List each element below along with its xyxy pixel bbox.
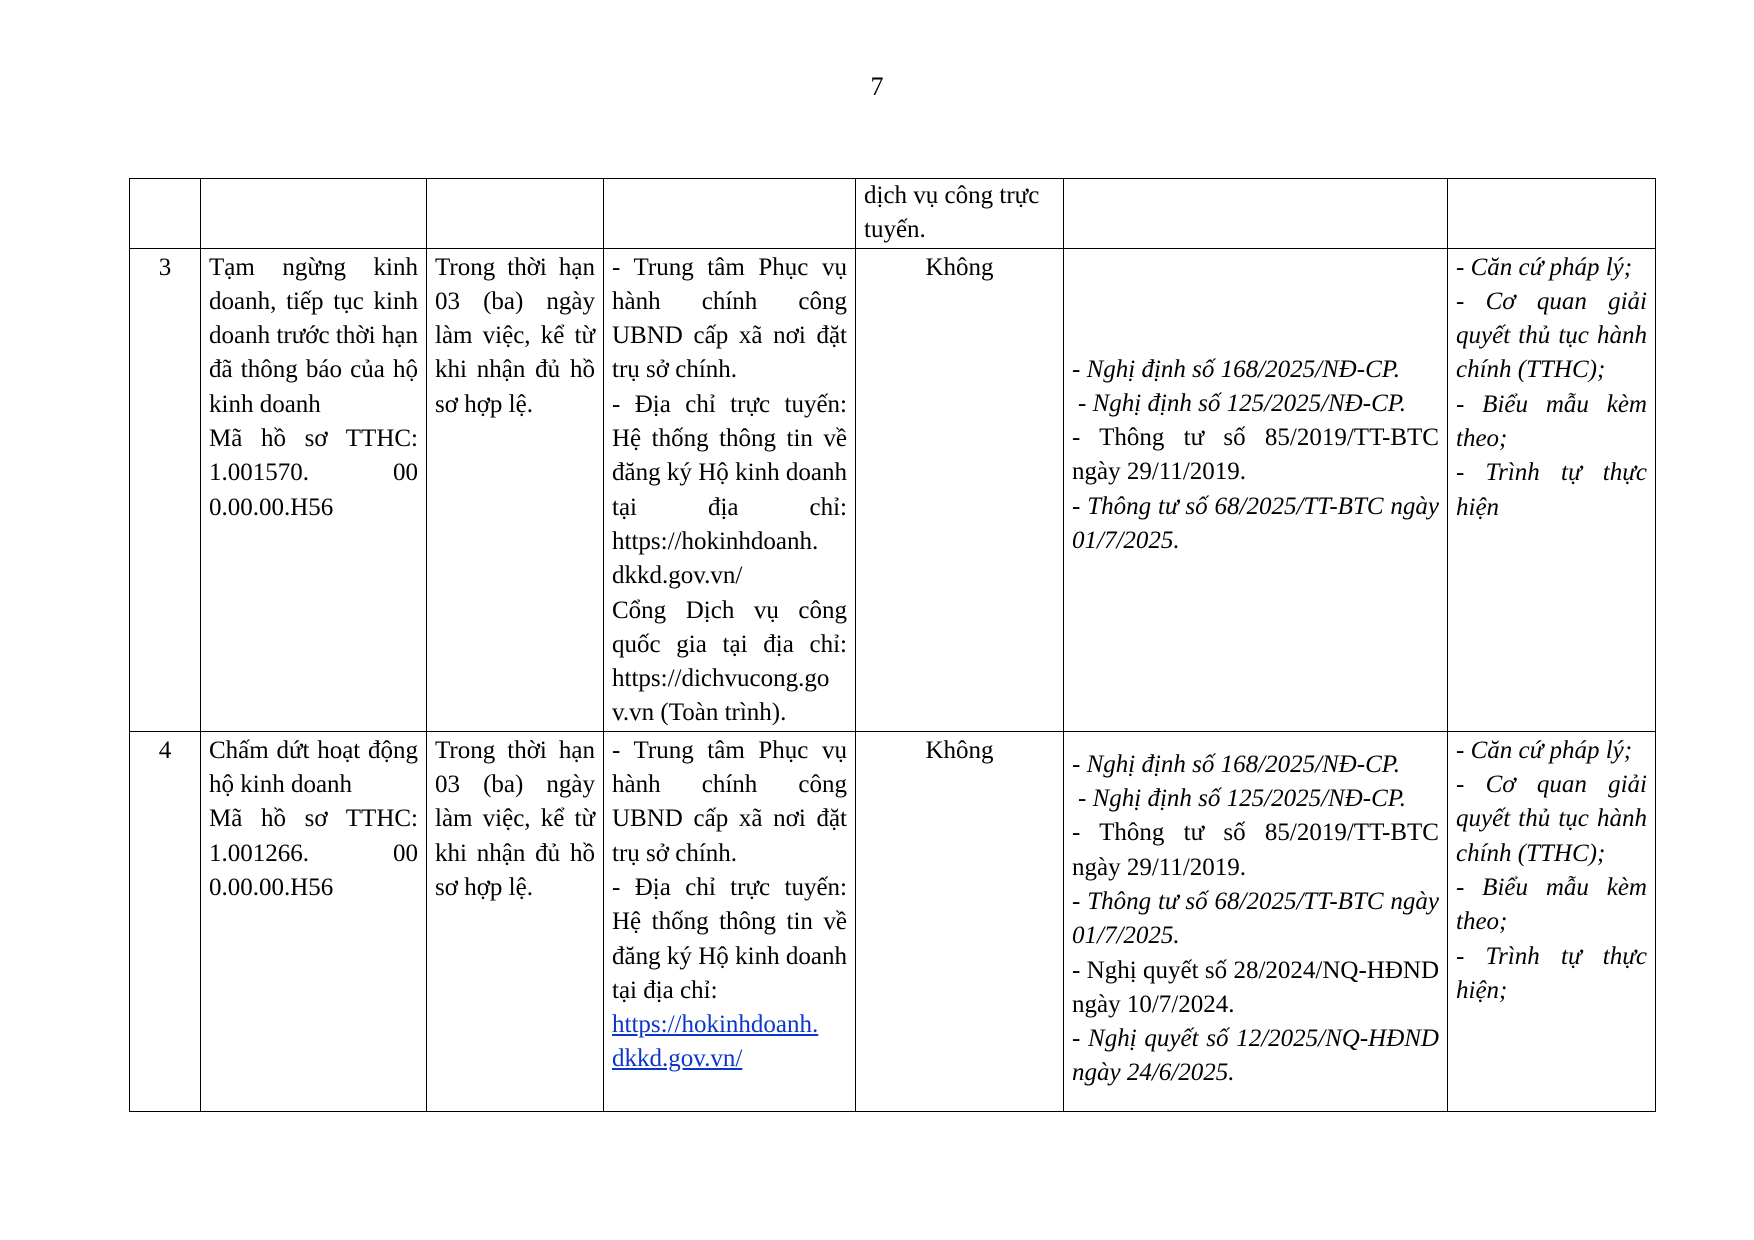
cell-method (856, 179, 1064, 249)
note-item: - Cơ quan giải quyết thủ tục hành chính (TTHC); (1456, 771, 1647, 867)
note-item: - Căn cứ pháp lý; (1456, 253, 1633, 281)
cell-legal (1064, 731, 1448, 1111)
cell-time: Trong thời hạn 03 (ba) ngày làm việc, kể từ khi nhận đủ hồ sơ hợp lệ. (427, 731, 604, 1111)
cell-fee: Không (856, 731, 1064, 1111)
legal-item: - Nghị quyết số 12/2025/NQ-HĐND ngày 24/6/2025. (1072, 1025, 1439, 1087)
legal-item: - Nghị định số 168/2025/NĐ-CP. (1072, 750, 1401, 778)
method-line: tuyến. (864, 216, 926, 244)
place-line: - Địa chỉ trực tuyến: Hệ thống thông tin về đăng ký Hộ kinh doanh tại địa chỉ: (612, 873, 847, 1004)
cell-name (201, 248, 427, 731)
note-item: - Biểu mẫu kèm theo; (1456, 390, 1647, 453)
legal-item: - Nghị định số 125/2025/NĐ-CP. (1078, 785, 1407, 813)
place-line: - Địa chỉ trực tuyến: Hệ thống thông tin về đăng ký Hộ kinh doanh tại địa chỉ: https://hokinhdoanh. dkkd.gov.vn/ (612, 390, 847, 590)
note-item: - Cơ quan giải quyết thủ tục hành chính (TTHC); (1456, 287, 1647, 384)
legal-item: - Nghị quyết số 28/2024/NQ-HĐND ngày 10/7/2024. (1072, 956, 1439, 1018)
procedure-table (129, 178, 1656, 1112)
cell-notes (1448, 731, 1656, 1111)
procedure-name: Chấm dứt hoạt động hộ kinh doanh (209, 736, 418, 799)
cell-notes (1448, 179, 1656, 249)
procedure-code: Mã hồ sơ TTHC: 1.001266. 00 0.00.00.H56 (209, 805, 418, 901)
note-item: - Trình tự thực hiện; (1456, 942, 1647, 1004)
cell-name (201, 179, 427, 249)
page-number: 7 (870, 72, 884, 101)
cell-stt: 3 (130, 248, 201, 731)
note-item: - Căn cứ pháp lý; (1456, 736, 1633, 764)
cell-stt: 4 (130, 731, 201, 1111)
cell-stt (130, 179, 201, 249)
cell-place (604, 731, 856, 1111)
procedure-name: Tạm ngừng kinh doanh, tiếp tục kinh doanh trước thời hạn đã thông báo của hộ kinh doanh (209, 253, 418, 418)
table-row (130, 248, 1656, 731)
cell-legal (1064, 179, 1448, 249)
cell-time (427, 179, 604, 249)
cell-place (604, 179, 856, 249)
cell-place (604, 248, 856, 731)
place-line: - Trung tâm Phục vụ hành chính công UBND cấp xã nơi đặt trụ sở chính. (612, 736, 847, 867)
place-line: - Trung tâm Phục vụ hành chính công UBND cấp xã nơi đặt trụ sở chính. (612, 253, 847, 384)
legal-item: - Thông tư số 85/2019/TT-BTC ngày 29/11/2019. (1072, 424, 1439, 486)
legal-item: - Thông tư số 68/2025/TT-BTC ngày 01/7/2025. (1072, 492, 1439, 555)
legal-item: - Thông tư số 68/2025/TT-BTC ngày 01/7/2025. (1072, 887, 1439, 950)
hokinhdoanh-link[interactable]: https://hokinhdoanh. dkkd.gov.vn/ (612, 1011, 819, 1073)
method-line: dịch vụ công trực (864, 182, 1040, 209)
table-row-continuation (130, 179, 1656, 249)
legal-item: - Thông tư số 85/2019/TT-BTC ngày 29/11/2019. (1072, 819, 1439, 881)
note-item: - Biểu mẫu kèm theo; (1456, 873, 1647, 936)
cell-name (201, 731, 427, 1111)
legal-item: - Nghị định số 168/2025/NĐ-CP. (1072, 355, 1401, 383)
cell-fee: Không (856, 248, 1064, 731)
table-row (130, 731, 1656, 1111)
cell-time: Trong thời hạn 03 (ba) ngày làm việc, kể từ khi nhận đủ hồ sơ hợp lệ. (427, 248, 604, 731)
cell-notes (1448, 248, 1656, 731)
note-item: - Trình tự thực hiện (1456, 459, 1647, 521)
procedure-code: Mã hồ sơ TTHC: 1.001570. 00 0.00.00.H56 (209, 425, 418, 521)
place-line: Cổng Dịch vụ công quốc gia tại địa chỉ: https://dichvucong.go v.vn (Toàn trình). (612, 596, 847, 727)
legal-item: - Nghị định số 125/2025/NĐ-CP. (1078, 389, 1407, 417)
cell-legal (1064, 248, 1448, 731)
